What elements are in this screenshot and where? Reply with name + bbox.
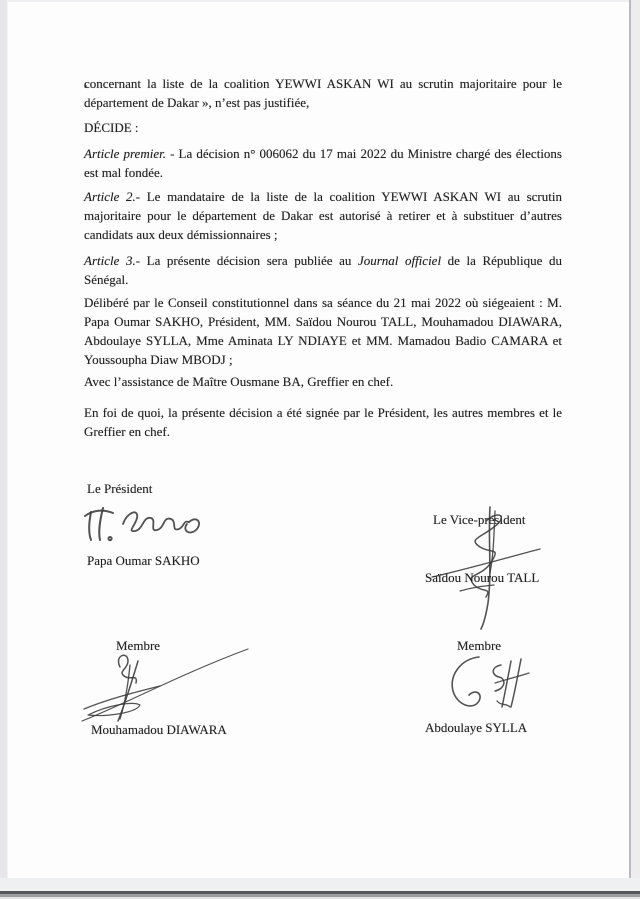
scan-edge-right-pad [631, 0, 640, 899]
member-sylla-name: Abdoulaye SYLLA [425, 720, 528, 735]
article-3-paragraph [84, 251, 562, 289]
deliberation-paragraph: Délibéré par le Conseil constitutionnel dans sa séance du 21 mai 2022 où siégeaient : M. Papa Oumar SAKHO, Président, MM. Saïdou Nourou TALL, Mouhamadou DIAWARA, Abdoulaye SYLLA, Mme Aminata LY NDIAYE et MM. Mamadou Badio CAMARA et Youssoupha Diaw MBODJ ; [84, 295, 562, 367]
scan-edge-bottom-band [0, 878, 640, 891]
article-3-text-after: de la République du Sénégal. [84, 253, 562, 287]
article-3-label: Article 3.- [84, 253, 141, 268]
vice-president-role-label: Le Vice-président [433, 512, 526, 527]
article-premier-text: - La décision n° 006062 du 17 mai 2022 du Ministre chargé des élections est mal fondée. [84, 146, 562, 180]
article-3-text-before: La présente décision sera publiée au [140, 253, 358, 268]
article-premier-label: Article premier. [84, 146, 166, 161]
document-body [84, 74, 562, 441]
scan-edge-left [0, 0, 8, 899]
president-role-label: Le Président [87, 481, 153, 496]
president-signature [83, 500, 207, 548]
vice-president-signature [424, 503, 544, 631]
member-left-role-label: Membre [116, 638, 161, 653]
article-2-text: Le mandataire de la liste de la coalition YEWWI ASKAN WI au scrutin majoritaire pour le département de Dakar est autorisé à retirer et à substituer d’autres candidats aux deux démissionnaires ; [84, 189, 562, 242]
assistance-paragraph: Avec l’assistance de Maître Ousmane BA, Greffier en chef. [84, 374, 394, 389]
scan-edge-top [0, 0, 640, 2]
vice-president-name: Saïdou Nourou TALL [425, 570, 540, 585]
president-name: Papa Oumar SAKHO [87, 553, 200, 568]
article-2-paragraph [84, 187, 562, 244]
member-diawara-signature [78, 645, 253, 727]
member-diawara-name: Mouhamadou DIAWARA [91, 722, 227, 737]
member-right-role-label: Membre [457, 638, 502, 653]
decide-heading: DÉCIDE : [84, 120, 139, 135]
journal-officiel-term: Journal officiel [357, 253, 442, 268]
article-premier-paragraph [84, 144, 562, 182]
closing-paragraph: En foi de quoi, la présente décision a été signée par le Président, les autres membres et le Greffier en chef. [84, 405, 562, 439]
member-sylla-signature [445, 653, 537, 717]
intro-paragraph: concernant la liste de la coalition YEWWI ASKAN WI au scrutin majoritaire pour le département de Dakar », n’est pas justifiée, [84, 76, 562, 110]
article-2-label: Article 2.- [84, 189, 141, 204]
